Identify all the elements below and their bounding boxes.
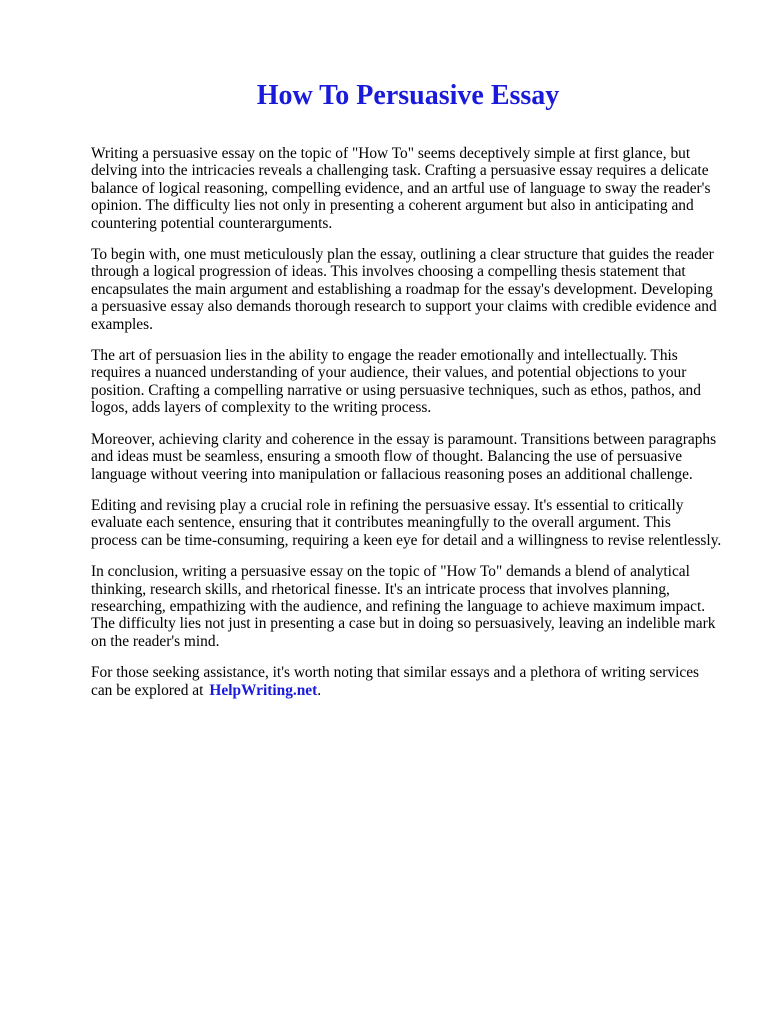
closing-prefix-text: can be explored at: [91, 681, 204, 699]
closing-paragraph: [91, 664, 731, 699]
paragraph-line: researching, empathizing with the audience, and refining the language to achieve maximum impact.: [91, 597, 706, 615]
document-title: How To Persuasive Essay: [256, 80, 560, 111]
paragraph-line: a persuasive essay also demands thorough research to support your claims with credible evidence and: [91, 298, 717, 316]
paragraph-line: delving into the intricacies reveals a challenging task. Crafting a persuasive essay requires a delicate: [91, 162, 709, 180]
paragraph-line: The difficulty lies not just in presenting a case but in doing so persuasively, leaving an indelible mark: [91, 615, 716, 633]
paragraph-line: evaluate each sentence, ensuring that it contributes meaningfully to the overall argument. This: [91, 514, 671, 532]
paragraph-6: [91, 563, 731, 650]
paragraph-line: Writing a persuasive essay on the topic of "How To" seems deceptively simple at first glance, but: [91, 145, 691, 162]
paragraph-line: thinking, research skills, and rhetorical finesse. It's an intricate process that involves planning,: [91, 580, 670, 598]
closing-suffix-text: .: [317, 681, 322, 699]
paragraph-line: requires a nuanced understanding of your audience, their values, and potential objections to your: [91, 364, 687, 382]
paragraph-line: logos, adds layers of complexity to the writing process.: [91, 399, 432, 417]
paragraph-line: balance of logical reasoning, compelling evidence, and an artful use of language to sway the reader's: [91, 179, 711, 197]
paragraph-line: Editing and revising play a crucial role in refining the persuasive essay. It's essential to critically: [91, 496, 684, 514]
paragraph-line: on the reader's mind.: [91, 632, 220, 650]
paragraph-line: process can be time-consuming, requiring a keen eye for detail and a willingness to revise relentlessly.: [91, 531, 722, 549]
paragraph-line: In conclusion, writing a persuasive essay on the topic of "How To" demands a blend of analytical: [91, 563, 690, 581]
paragraph-1: [91, 145, 731, 232]
paragraph-line-with-link: [91, 682, 731, 699]
paragraph-2: [91, 246, 731, 333]
paragraph-line: The art of persuasion lies in the ability to engage the reader emotionally and intellectually. This: [91, 347, 678, 365]
helpwriting-link[interactable]: HelpWriting.net: [209, 681, 318, 699]
paragraph-line: opinion. The difficulty lies not only in presenting a coherent argument but also in anticipating and: [91, 197, 694, 215]
paragraph-line: and ideas must be seamless, ensuring a smooth flow of thought. Balancing the use of persuasive: [91, 448, 683, 466]
paragraph-line: examples.: [91, 315, 153, 333]
paragraph-5: [91, 497, 731, 549]
paragraph-line: position. Crafting a compelling narrative or using persuasive techniques, such as ethos, pathos, and: [91, 381, 701, 399]
paragraph-line: language without veering into manipulation or fallacious reasoning poses an additional challenge.: [91, 465, 693, 483]
paragraph-line: For those seeking assistance, it's worth noting that similar essays and a plethora of writing services: [91, 664, 700, 682]
paragraph-line: encapsulates the main argument and establishing a roadmap for the essay's development. Developing: [91, 280, 713, 298]
paragraph-line: Moreover, achieving clarity and coherence in the essay is paramount. Transitions between paragraphs: [91, 430, 717, 448]
paragraph-4: [91, 431, 731, 483]
document-body: [91, 145, 731, 713]
paragraph-3: [91, 347, 731, 417]
paragraph-line: To begin with, one must meticulously plan the essay, outlining a clear structure that guides the reader: [91, 246, 714, 264]
paragraph-line: countering potential counterarguments.: [91, 214, 333, 232]
paragraph-line: through a logical progression of ideas. This involves choosing a compelling thesis statement that: [91, 263, 686, 281]
